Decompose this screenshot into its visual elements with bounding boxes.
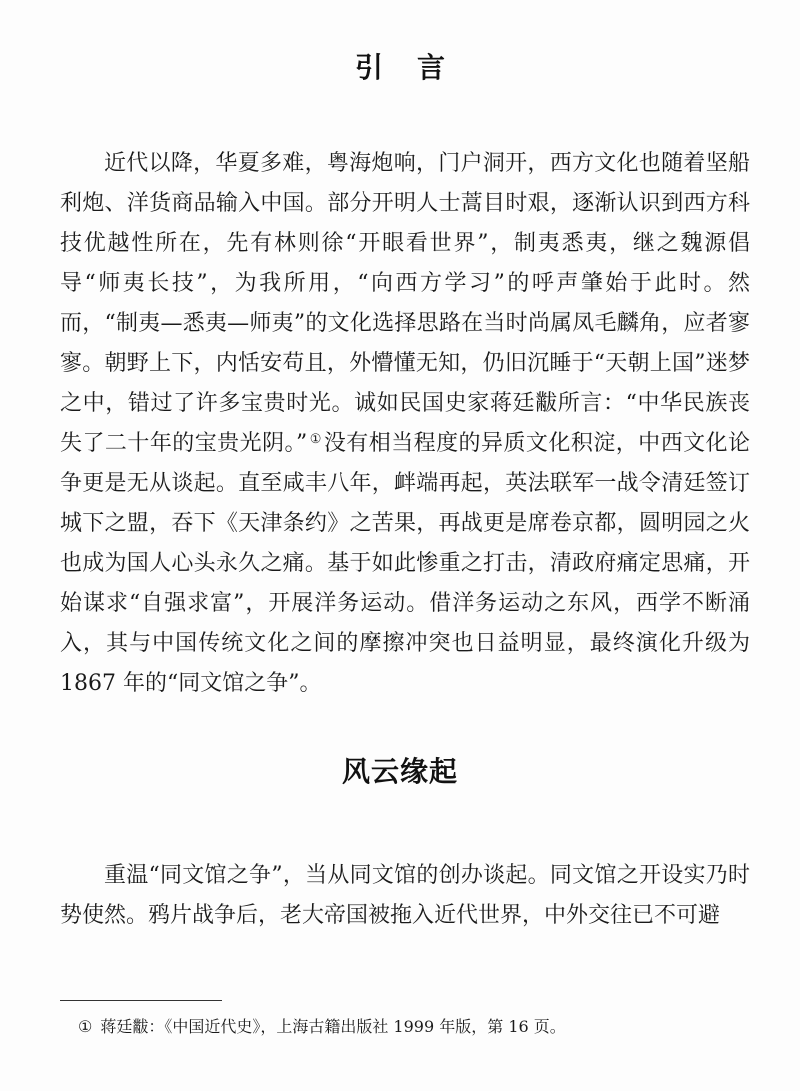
heading-intro-char-1: 引 xyxy=(354,51,383,84)
intro-paragraph-text-part-1: 近代以降，华夏多难，粤海炮响，门户洞开，西方文化也随着坚船利炮、洋货商品输入中国。部分开明人士蒿目时艰，逐渐认识到西方科技优越性所在，先有林则徐“开眼看世界”，制夷悉夷，继之魏源倡导“师夷长技”，为我所用，“向西方学习”的呼声肇始于此时。然而，“制夷—悉夷—师夷”的文化选择思路在当时尚属凤毛麟角，应者寥寥。朝野上下，内恬安苟且，外懵懂无知，仍旧沉睡于“天朝上国”迷梦之中，错过了许多宝贵时光。诚如民国史家蒋廷黻所言：“中华民族丧失了二十年的宝贵光阴。” xyxy=(60,151,750,456)
footnote xyxy=(78,1015,566,1039)
intro-paragraph xyxy=(60,144,750,704)
intro-paragraph-text-part-2: 没有相当程度的异质文化积淀，中西文化论争更是无从谈起。直至咸丰八年，衅端再起，英法联军一战令清廷签订城下之盟，吞下《天津条约》之苦果，再战更是席卷京都，圆明园之火也成为国人心头永久之痛。基于如此惨重之打击，清政府痛定思痛，开始谋求“自强求富”，开展洋务运动。借洋务运动之东风，西学不断涌入，其与中国传统文化之间的摩擦冲突也日益明显，最终演化升级为 1867 年的“同文馆之争”。 xyxy=(60,431,751,696)
heading-introduction xyxy=(0,48,800,88)
heading-intro-char-2: 言 xyxy=(417,51,446,84)
heading-section: 风云缘起 xyxy=(341,755,458,788)
section-paragraph: 重温“同文馆之争”，当从同文馆的创办谈起。同文馆之开设实乃时势使然。鸦片战争后，老大帝国被拖入近代世界，中外交往已不可避 xyxy=(60,863,750,928)
footnote-marker: ① xyxy=(78,1017,93,1036)
footnote-text: 蒋廷黻：《中国近代史》，上海古籍出版社 1999 年版，第 16 页。 xyxy=(100,1017,566,1036)
footnote-reference[interactable]: ① xyxy=(309,432,322,447)
footnote-divider xyxy=(60,1000,222,1001)
